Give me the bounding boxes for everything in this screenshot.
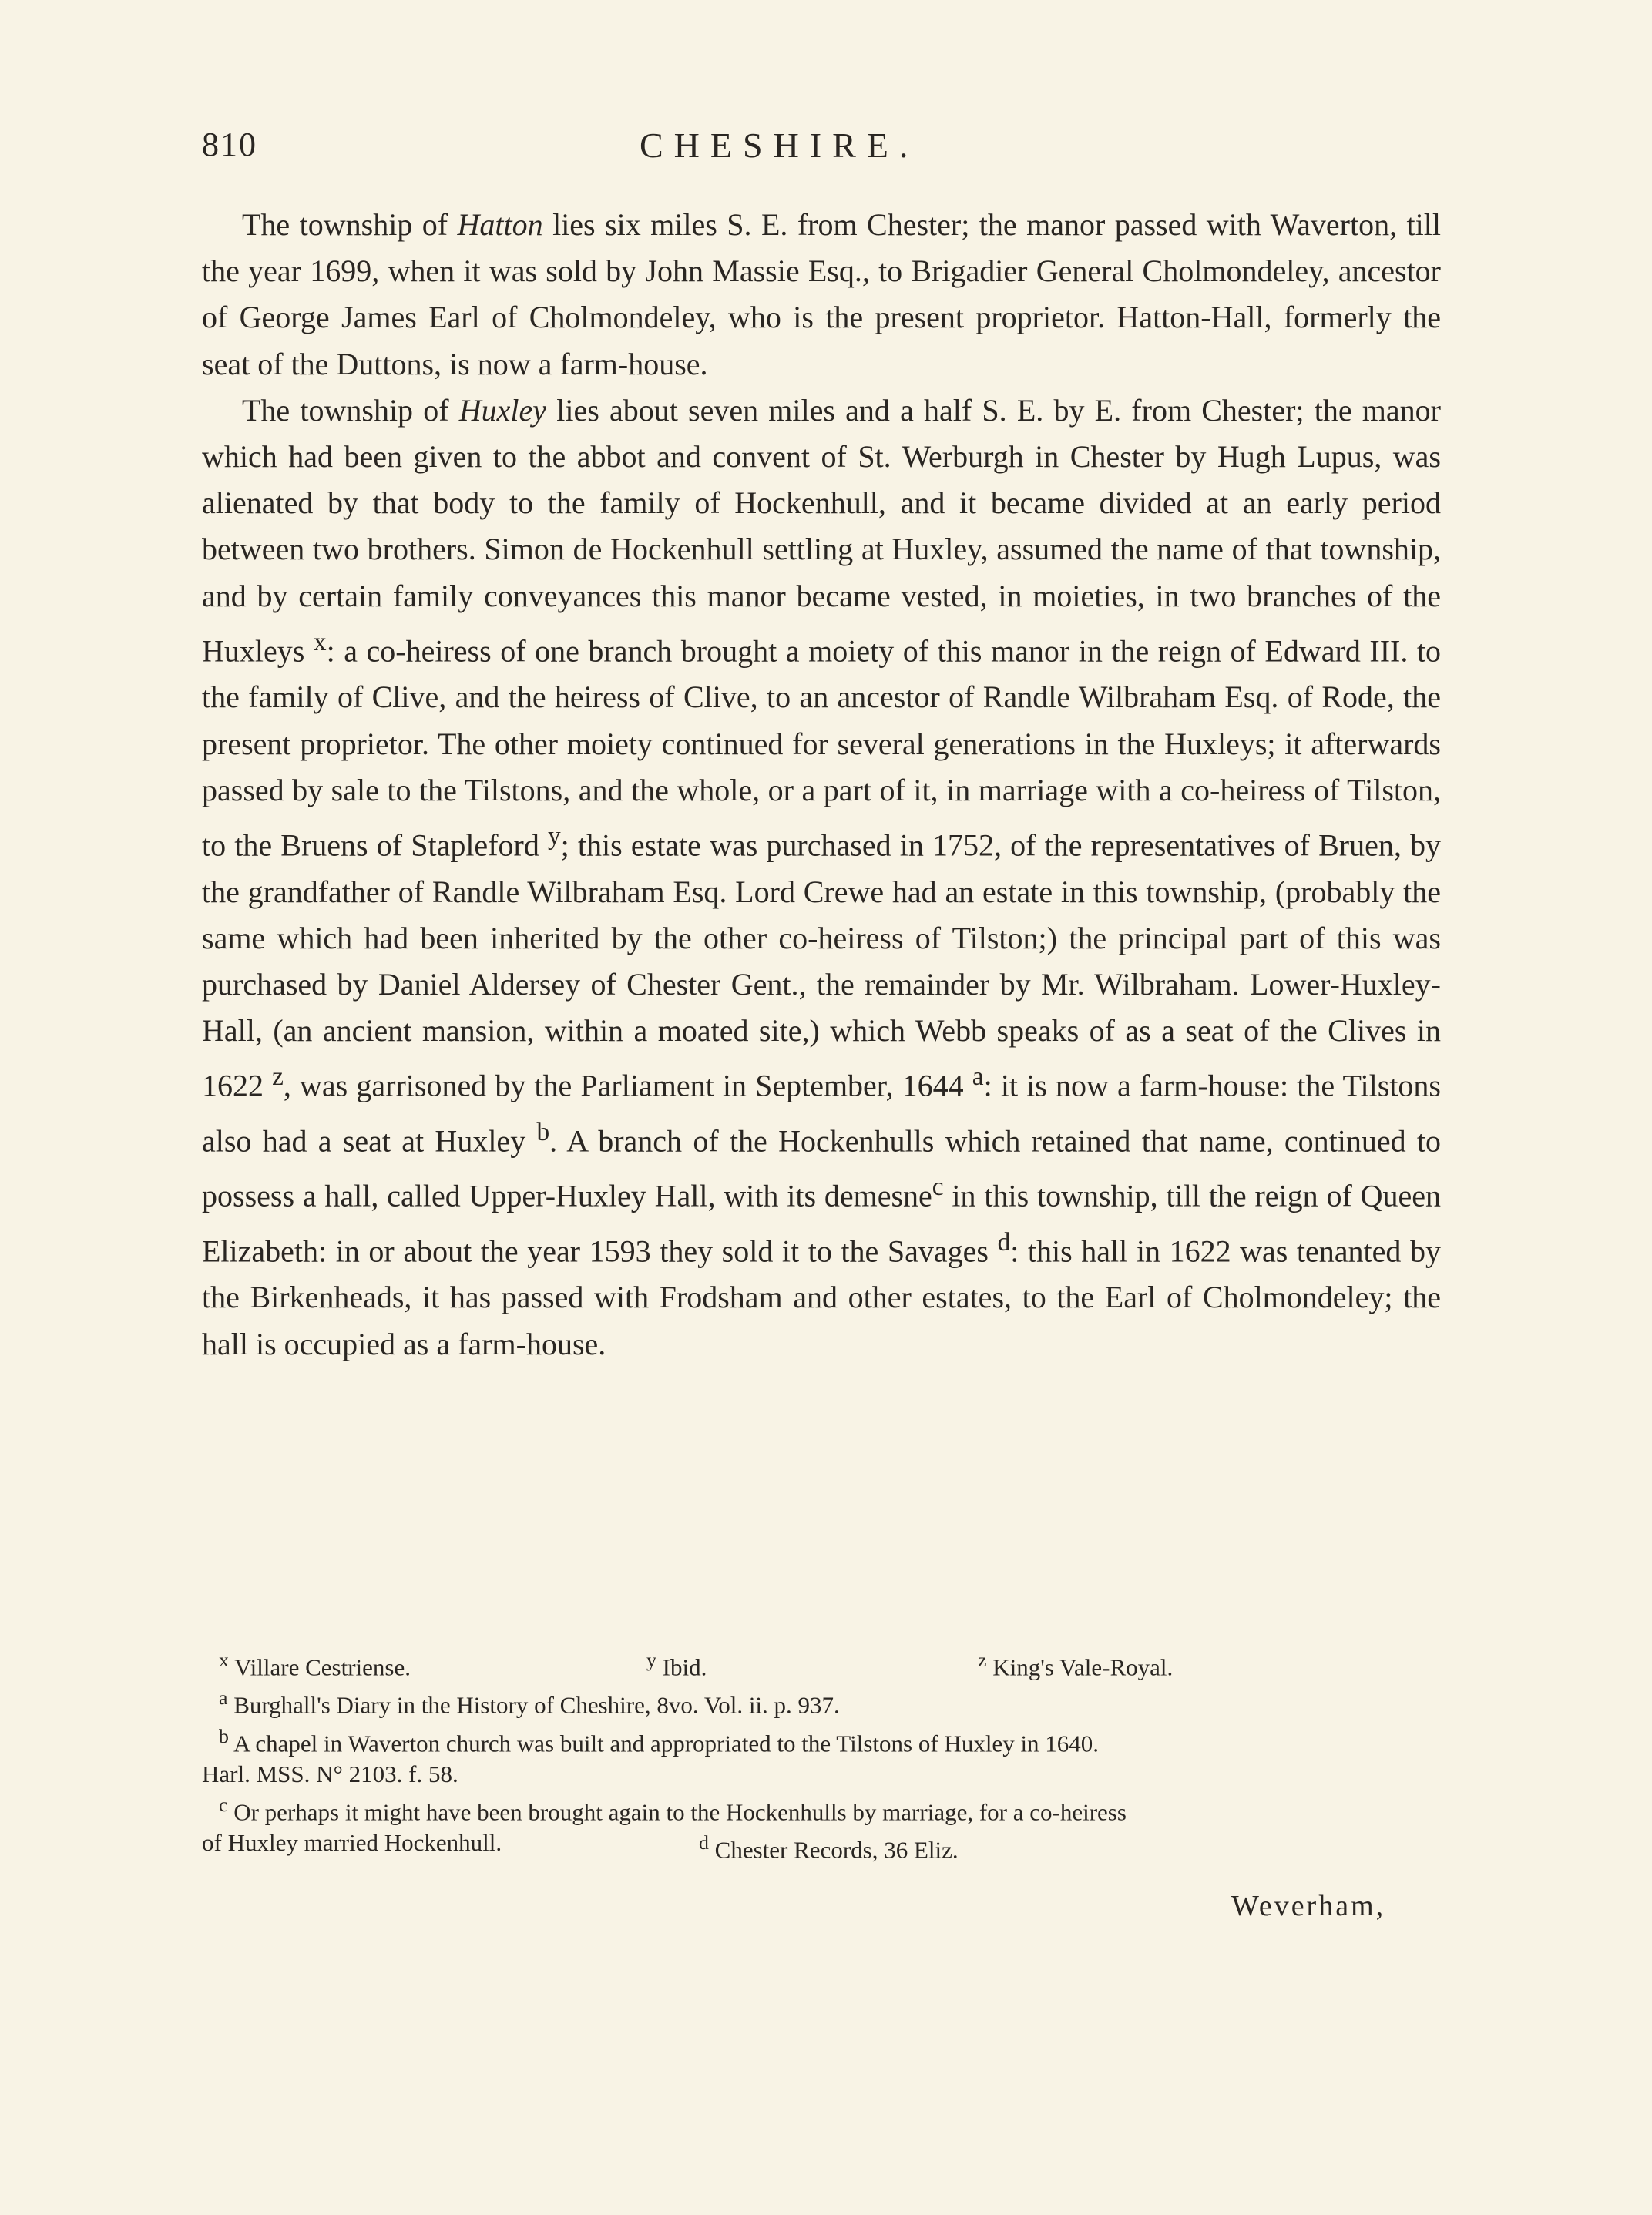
footnote-c-continuation: of Huxley married Hockenhull. [202,1829,502,1857]
paragraph-huxley: The township of Huxley lies about seven miles and a half S. E. by E. from Chester; the manor which had been given to the abbot and convent of St. Werburgh in Chester by Hugh Lupus, was alienated by that body to the family of Hockenhull, and it became divided at an early period between two brothers. Simon de Hockenhull settling at Huxley, assumed the name of that township, and by certain family conveyances this manor became vested, in moieties, in two branches of the Huxleys $^x$: a co-heiress of one branch brought a moiety of this manor in the reign of Edward III. to the family of Clive, and the heiress of Clive, to an ancestor of Randle Wilbraham Esq. of Rode, the present proprietor. The other moiety continued for several generations in the Huxleys; it afterwards passed by sale to the Tilstons, and the whole, or a part of it, in marriage with a co-heiress of Tilston, to the Bruens of Stapleford $^y$; this estate was purchased in 1752, of the representatives of Bruen, by the grandfather of Randle Wilbraham Esq. Lord Crewe had an estate in this township, (probably the same which had been inherited by the other co-heiress of Tilston;) the principal part of this was purchased by Daniel Aldersey of Chester Gent., the remainder by Mr. Wilbraham. Lower-Huxley-Hall, (an ancient mansion, within a moated site,) which Webb speaks of as a seat of the Clives in 1622 $^z$, was garrisoned by the Parliament in September, 1644 $^a$: it is now a farm-house: the Tilstons also had a seat at Huxley $^b$. A branch of the Hockenhulls which retained that name, continued to possess a hall, called Upper-Huxley Hall, with its demesne$^c$ in this township, till the reign of Queen Elizabeth: in or about the year 1593 they sold it to the Savages $^d$: this hall in 1622 was tenanted by the Birkenheads, it has passed with Frodsham and other estates, to the Earl of Cholmondeley; the hall is occupied as a farm-house. [202,392,1442,1361]
paragraph-hatton: The township of Hatton lies six miles S. E. from Chester; the manor passed with Waverton, till the year 1699, when it was sold by John Massie Esq., to Brigadier General Cholmondeley, ancestor of George James Earl of Cholmondeley, who is the present proprietor. Hatton-Hall, formerly the seat of the Duttons, is now a farm-house. [202,207,1442,381]
catchword: Weverham, [1231,1890,1386,1922]
footnotes [202,1645,1441,1866]
place-name-hatton: Hatton [457,207,543,242]
page-number: 810 [202,126,257,163]
footnote-ref-x: x [313,627,327,656]
body-text [202,202,1441,1368]
footnote-ref-c: c [932,1173,944,1202]
footnote-b: $^b$ A chapel in Waverton church was built and appropriated to the Tilstons of Huxley in 1640. [219,1724,1100,1757]
footnote-ref-a: a [972,1062,984,1092]
footnote-b-continuation: Harl. MSS. N° 2103. f. 58. [202,1760,458,1787]
footnote-a: $^a$ Burghall's Diary in the History of Cheshire, 8vo. Vol. ii. p. 937. [219,1686,840,1719]
footnote-d: $^d$ Chester Records, 36 Eliz. [699,1831,959,1864]
footnote-ref-y: y [548,821,561,851]
footnote-ref-z: z [272,1062,284,1092]
footnote-row-last [202,1827,1296,1865]
page-header [202,125,1435,171]
footnote-z: $^z$ King's Vale-Royal. [978,1649,1174,1681]
footnote-y: $^y$ Ibid. [646,1649,707,1681]
footnote-row-1 [202,1645,1404,1683]
place-name-huxley: Huxley [458,392,547,428]
footnote-x: $^x$ Villare Cestriense. [219,1649,411,1681]
running-title: CHESHIRE. [640,126,919,165]
footnote-ref-b: b [536,1117,550,1146]
footnote-ref-d: d [997,1227,1011,1257]
footnote-c: $^c$ Or perhaps it might have been brought again to the Hockenhulls by marriage, for a co-heiress [219,1793,1127,1826]
